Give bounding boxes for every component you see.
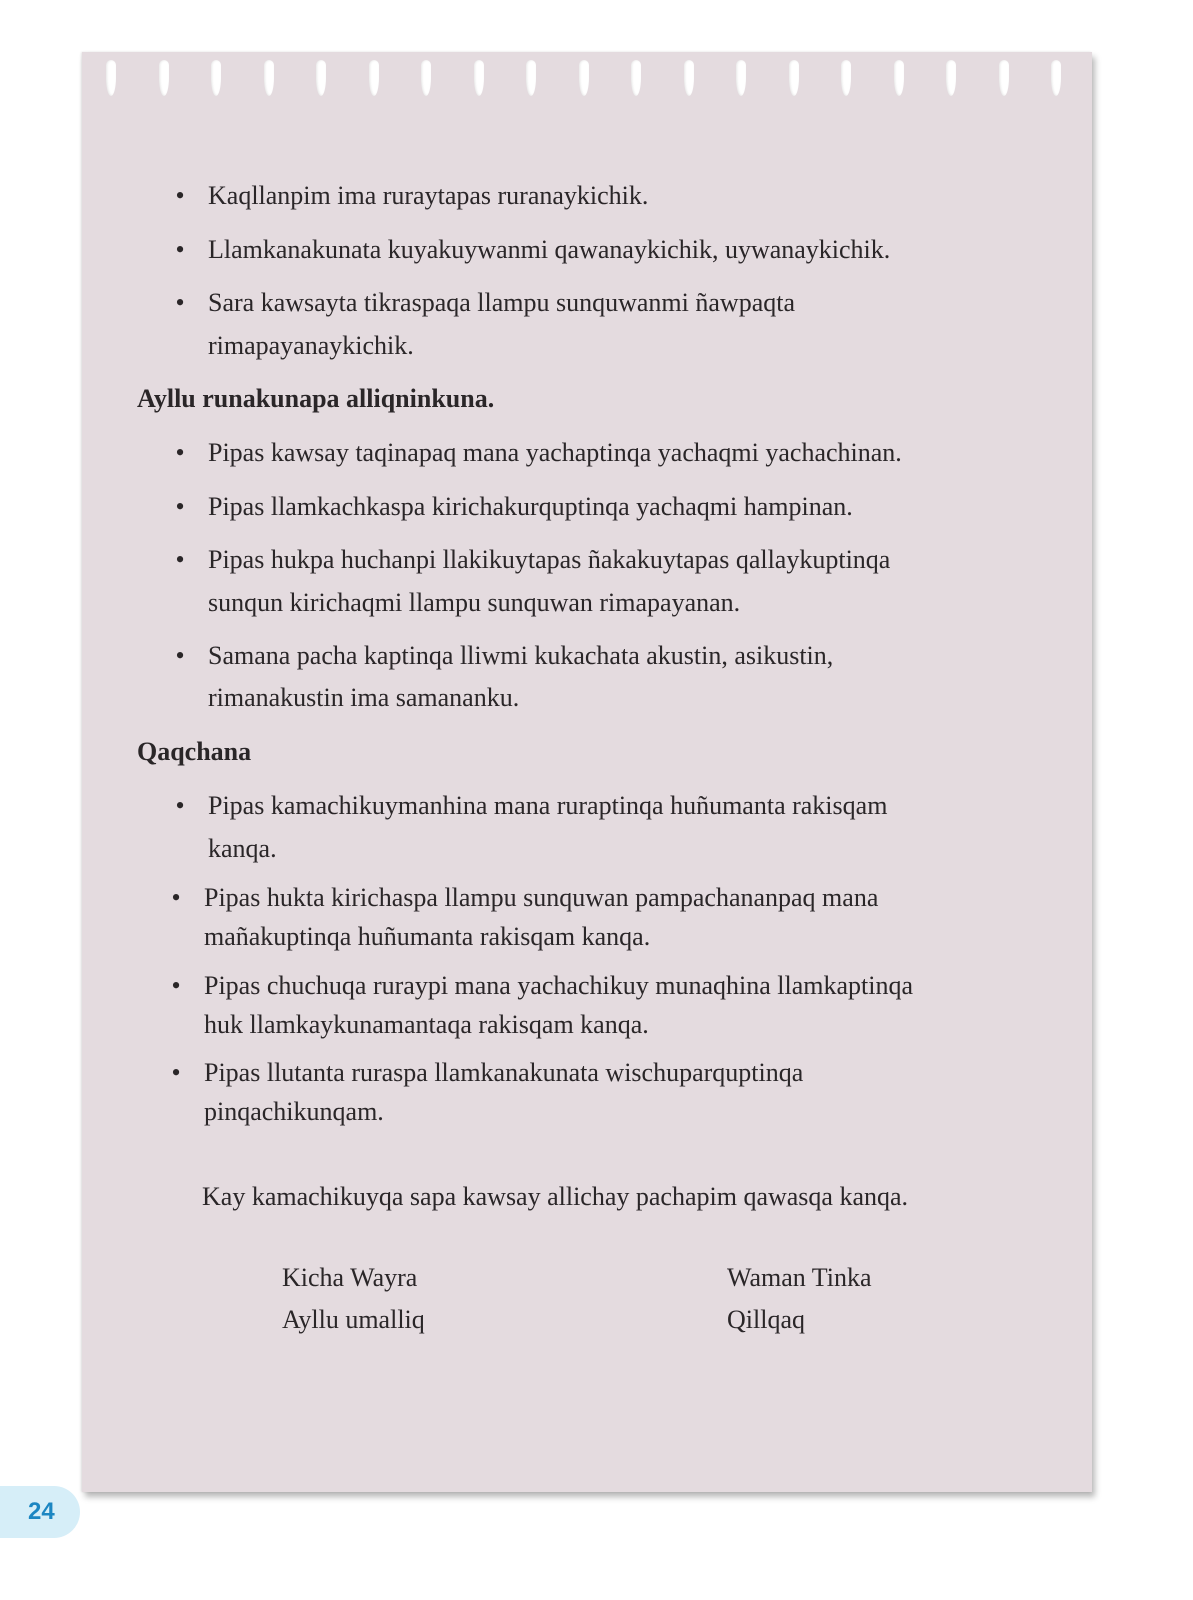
closing-statement: Kay kamachikuyqa sapa kawsay allichay pachapim qawasqa kanqa.: [202, 1182, 909, 1211]
signature-name: Waman Tinka: [727, 1263, 872, 1292]
list-item-text: Samana pacha kaptinqa lliwmi kukachata akustin, asikustin,: [208, 641, 834, 670]
list-item-text-line2: rimanakustin ima samananku.: [208, 683, 520, 712]
spiral-hole: [474, 60, 484, 96]
signature-name: Kicha Wayra: [282, 1263, 418, 1292]
list-item-text: Pipas chuchuqa ruraypi mana yachachikuy munaqhina llamkaptinqa: [204, 971, 913, 1000]
page-number: 24: [0, 1486, 80, 1538]
spiral-holes: [82, 52, 1092, 102]
spiral-hole: [159, 60, 169, 96]
list-item-text-line2: mañakuptinqa huñumanta rakisqam kanqa.: [204, 922, 651, 951]
bullet-icon: •: [171, 971, 181, 1000]
list-item-text: Pipas kamachikuymanhina mana ruraptinqa huñumanta rakisqam: [208, 791, 888, 820]
list-item-text: Pipas hukpa huchanpi llakikuytapas ñakakuytapas qallaykuptinqa: [208, 545, 891, 574]
spiral-hole: [1051, 60, 1061, 96]
spiral-hole: [999, 60, 1009, 96]
bullet-icon: •: [175, 438, 185, 467]
list-item-text: Pipas kawsay taqinapaq mana yachaptinqa yachaqmi yachachinan.: [208, 438, 902, 467]
spiral-hole: [579, 60, 589, 96]
list-item-text: Sara kawsayta tikraspaqa llampu sunquwanmi ñawpaqta: [208, 288, 795, 317]
list-item-text-line2: rimapayanaykichik.: [208, 331, 414, 360]
spiral-hole: [631, 60, 641, 96]
bullet-icon: •: [175, 545, 185, 574]
bullet-icon: •: [175, 235, 185, 264]
spiral-hole: [789, 60, 799, 96]
spiral-hole: [841, 60, 851, 96]
notebook-paper-sheet: [82, 52, 1092, 1492]
spiral-hole: [369, 60, 379, 96]
list-item-text: Pipas llamkachkaspa kirichakurquptinqa yachaqmi hampinan.: [208, 492, 853, 521]
bullet-icon: •: [171, 1058, 181, 1087]
list-item-text-line2: sunqun kirichaqmi llampu sunquwan rimapayanan.: [208, 588, 741, 617]
bullet-icon: •: [175, 492, 185, 521]
list-item-text-line2: huk llamkaykunamantaqa rakisqam kanqa.: [204, 1010, 649, 1039]
spiral-hole: [684, 60, 694, 96]
bullet-icon: •: [175, 288, 185, 317]
spiral-hole: [946, 60, 956, 96]
section-heading: Ayllu runakunapa alliqninkuna.: [137, 384, 495, 413]
list-item-text: Pipas hukta kirichaspa llampu sunquwan pampachananpaq mana: [204, 883, 879, 912]
bullet-icon: •: [175, 181, 185, 210]
list-item-text: Llamkanakunata kuyakuywanmi qawanaykichik, uywanaykichik.: [208, 235, 891, 264]
list-item-text: Kaqllanpim ima ruraytapas ruranaykichik.: [208, 181, 649, 210]
section-heading: Qaqchana: [137, 737, 252, 766]
signature-role: Qillqaq: [727, 1305, 805, 1334]
spiral-hole: [106, 60, 116, 96]
signature-role: Ayllu umalliq: [282, 1305, 425, 1334]
spiral-hole: [211, 60, 221, 96]
spiral-hole: [736, 60, 746, 96]
spiral-hole: [894, 60, 904, 96]
list-item-text-line2: kanqa.: [208, 834, 277, 863]
spiral-hole: [526, 60, 536, 96]
bullet-icon: •: [171, 883, 181, 912]
bullet-icon: •: [175, 791, 185, 820]
signature-block: [727, 1257, 872, 1341]
list-item-text: Pipas llutanta ruraspa llamkanakunata wischuparquptinqa: [204, 1058, 804, 1087]
spiral-hole: [264, 60, 274, 96]
spiral-hole: [421, 60, 431, 96]
signature-block: [282, 1257, 425, 1341]
list-item-text-line2: pinqachikunqam.: [204, 1097, 384, 1126]
spiral-hole: [316, 60, 326, 96]
bullet-icon: •: [175, 641, 185, 670]
